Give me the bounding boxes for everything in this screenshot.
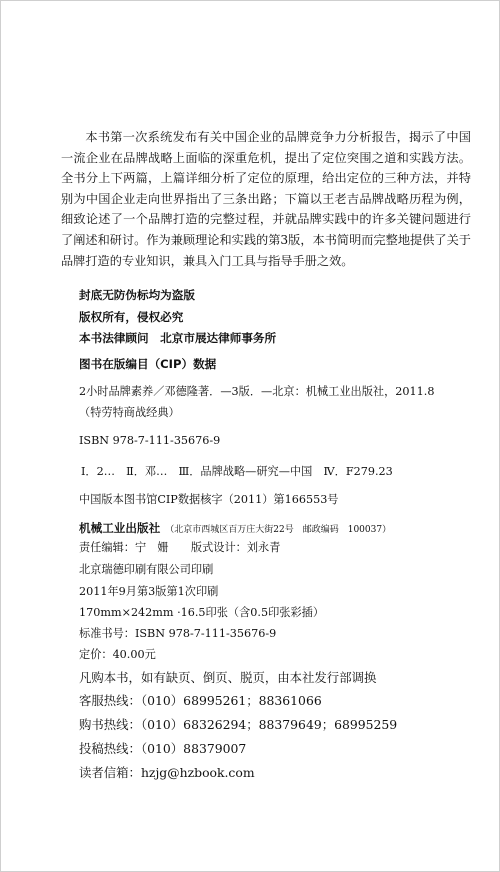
print-date-line: 2011年9月第3版第1次印刷 [79,585,219,598]
publisher-name: 机械工业出版社 [79,521,161,535]
cip-series-line: （特劳特商战经典） [79,406,180,419]
book-introduction [61,127,471,271]
editor-line: 责任编辑：宁 姗 版式设计：刘永青 [79,541,281,554]
service-hotline: 客服热线：（010）68995261；88361066 [79,693,322,708]
reader-email: 读者信箱：hzjg@hzbook.com [79,765,255,780]
copyright-notice: 版权所有，侵权必究 [79,310,184,324]
cip-title-line: 2小时品牌素养／邓德隆著．—3版．—北京：机械工业出版社，2011.8 [79,385,435,398]
publisher-block [79,517,391,536]
submission-hotline: 投稿热线：（010）88379007 [79,741,247,756]
standard-isbn-line: 标准书号：ISBN 978-7-111-35676-9 [79,627,277,640]
cip-heading: 图书在版编目（CIP）数据 [79,357,217,371]
intro-paragraph: 本书第一次系统发布有关中国企业的品牌竞争力分析报告，揭示了中国一流企业在品牌战略上面临的深重危机，提出了定位突围之道和实践方法。全书分上下两篇，上篇详细分析了定位的原理，给出定位的三种方法，并特别为中国企业走向世界指出了三条出路；下篇以王老吉品牌战略历程为例，细致论述了一个品牌打造的完整过程，并就品牌实践中的许多关键问题进行了阐述和研讨。作为兼顾理论和实践的第3版，本书简明而完整地提供了关于品牌打造的专业知识，兼具入门工具与指导手册之效。 [61,130,471,268]
price-line: 定价：40.00元 [79,648,156,661]
format-line: 170mm×242mm ·16.5印张（含0.5印张彩插） [79,606,325,619]
purchase-hotline: 购书热线：（010）68326294；88379649；68995259 [79,717,398,732]
cip-verification-line: 中国版本图书馆CIP数据核字（2011）第166553号 [79,493,339,506]
anti-counterfeit-notice: 封底无防伪标均为盗版 [79,288,195,302]
exchange-note: 凡购本书，如有缺页、倒页、脱页，由本社发行部调换 [79,670,377,685]
cip-classification-line: Ⅰ．2… Ⅱ．邓… Ⅲ．品牌战略—研究—中国 Ⅳ．F279.23 [81,465,393,478]
cip-isbn-line: ISBN 978-7-111-35676-9 [79,434,221,447]
legal-counsel-line: 本书法律顾问 北京市展达律师事务所 [79,331,277,345]
printer-line: 北京瑞德印刷有限公司印刷 [79,563,214,576]
publisher-address: （北京市西城区百万庄大街22号 邮政编码 100037） [165,525,392,535]
